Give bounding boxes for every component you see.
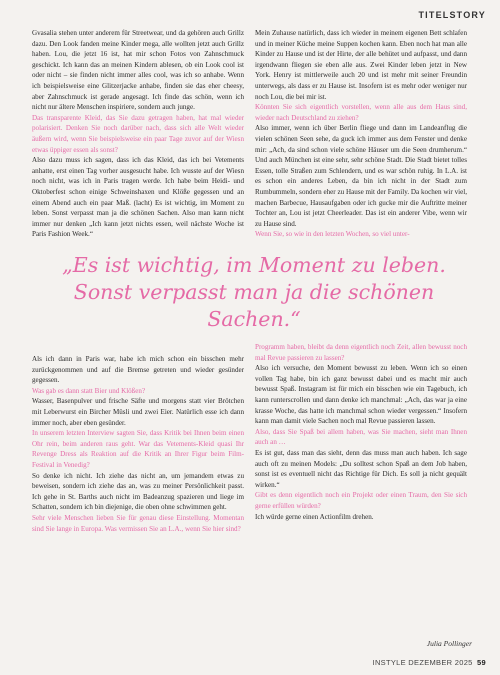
magazine-issue: INSTYLE DEZEMBER 2025 [372,658,473,667]
interview-question: Was gab es dann statt Bier und Klößen? [32,386,146,395]
page-footer [373,658,486,667]
interview-answer: Mein Zuhause natürlich, dass ich wieder in meinem eigenen Bett schlafen und in meiner Küche meine Suppen kochen kann. Eben noch hat man alle Kinder zu Hause und ist der Hirte, der alle behütet und aufpasst, und dann irgendwann fliegen sie eben alle aus. Zwei Kinder leben jetzt in New York. Henry ist mittlerweile auch 20 und ist mehr mit seiner Freundin unterwegs, als dass er zu Hause ist. Insofern ist es mehr oder weniger nur noch Lou, die bei mir ist. [255,29,467,101]
interview-question: Also, dass Sie Spaß bei allem haben, was Sie machen, sieht man Ihnen auch an … [255,427,467,447]
interview-question: Programm haben, bleibt da denn eigentlich noch Zeit, allen bewusst noch mal Revue passieren zu lassen? [255,343,467,362]
interview-answer: Ich würde gerne einen Actionfilm drehen. [255,512,374,521]
interview-answer: Wasser, Basenpulver und frische Säfte und morgens statt vier Brötchen mit Leberwurst ein Bircher Müsli und zwei Eier. Natürlich esse ich dann immer noch, aber eben gesünder. [32,397,244,427]
interview-question: Könnten Sie sich eigentlich vorstellen, wenn alle aus dem Haus sind, wieder nach Deutschland zu ziehen? [255,103,467,122]
interview-question: Das transparente Kleid, das Sie dazu getragen haben, hat mal wieder polarisiert. Denken Sie noch darüber nach, dass sich alle Welt wieder äußern wird, wenn Sie beispielsweise ein paar Tage zuvor auf der Wiesn etwas üppiger essen als sonst? [32,113,244,154]
interview-answer: Also ich versuche, den Moment bewusst zu leben. Wenn ich so einen vollen Tag habe, bin ich ganz bewusst dabei und es macht mir auch bewusst Spaß. Instagram ist für mich ein bisschen wie ein Tagebuch, ich kann runterscrollen und dann denke ich manchmal: „Ach, das war ja eine krasse Woche, das hatte ich manchmal schon wieder vergessen.“ Insofern kann man damit viele Sachen noch mal Revue passieren lassen. [255,364,467,426]
interview-question: Sehr viele Menschen lieben Sie für genau diese Einstellung. Momentan sind Sie lange in Europa. Was vermissen Sie an L.A., wenn Sie hier sind? [32,513,244,533]
section-label: TITELSTORY [418,10,486,20]
interview-answer: So denke ich nicht. Ich ziehe das nicht an, um jemandem etwas zu beweisen, sondern ich ziehe das an, was zu meiner Persönlichkeit passt. Ich gehe in St. Barths auch nicht im Badeanzug spazieren und liege im Schatten, sondern ich bin diejenige, die oben ohne schwimmen geht. [32,471,244,512]
author-signature: Julia Pollinger [426,639,472,648]
interview-answer: Es ist gut, dass man das sieht, denn das muss man auch haben. Ich sage auch oft zu meinen Models: „Du solltest schon Spaß an dem Job haben, sonst ist es eventuell nicht das Richtige für Dich. Es soll ja nicht gequält wirken.“ [255,448,467,489]
interview-answer: Also immer, wenn ich über Berlin fliege und dann im Landeanflug die vielen schönen Seen sehe, da guck ich immer aus dem Fenster und denke mir: „Ach, da sind schon viele schöne Häuser um die Seen drumherum.“ Und auch München ist eine sehr, sehr schöne Stadt. Die Stadt bietet tolles Essen, tolle Straßen zum Schlendern, und es war schön ruhig. In L.A. ist es schon ein anderes Leben, da bin ich nicht in der Stadt zum Rumbummeln, sondern eher zu Hause mit der Family. Da kochen wir viel, machen Barbecue, Hausaufgaben oder ich gucke mir die Auftritte meiner Tochter an, Lou ist jetzt Cheerleader. Das ist ein anderer Vibe, wenn wir zu Hause sind. [255,124,467,228]
interview-question: Gibt es denn eigentlich noch ein Projekt oder einen Traum, den Sie sich gerne erfüllen würden? [255,491,467,510]
page-number: 59 [477,658,486,667]
interview-question: In unserem letzten Interview sagten Sie, dass Kritik bei Ihnen beim einen Ohr rein, beim anderen raus geht. War das Vetements-Kleid quasi Ihr Revenge Dress als Reaktion auf die Kritik an Ihrer Figur beim Film-Festival in Venedig? [32,429,244,469]
interview-answer: Als ich dann in Paris war, habe ich mich schon ein bisschen mehr zurückgenommen und auf die Bremse getreten und wieder gesünder gegessen. [32,355,244,385]
interview-answer: Also dazu muss ich sagen, dass ich das Kleid, das ich bei Vetements anhatte, erst einen Tag vorher ausgesucht habe. Ich wusste auf der Wiesn noch nicht, was ich in Paris tragen werde. Ich habe beim Heidi- und Oktoberfest schon einige Schweinshaxen und Klöße gegessen und an einem Abend auch ein paar Maß. (lacht) Es ist wichtig, im Moment zu leben. Sonst verpasst man ja die schönen Sachen. Also man kann nicht immer nur denken „Ich kann jetzt nichts essen, weil nächste Woche ist Paris Fashion Week.“ [32,156,244,239]
interview-question: Wenn Sie, so wie in den letzten Wochen, so viel unter- [255,230,410,239]
article-column-3 [32,354,244,534]
interview-answer: Gvasalia stehen unter anderem für Streetwear, und da gehören auch Grillz dazu. Den Look fanden meine Kinder mega, alle wollten jetzt auch Grillz haben. Lou, die jetzt 16 ist, hat mir schon Fotos von Zahnschmuck geschickt. Ich kann das an meinen Kindern ablesen, ob ein Look cool ist oder nicht – sie finden nicht immer alles cool, was ich so anhabe. Wenn ich beispielsweise eine Glitzerjacke anhabe, finden sie das eher cheesy, aber Zahnschmuck ist gerade angesagt. Ich finde das schön, wenn ich nicht nur ältere Menschen inspiriere, sondern auch junge. [32,29,244,112]
article-column-4 [255,342,467,522]
pull-quote: „Es ist wichtig, im Moment zu leben. Sonst verpasst man ja die schönen Sachen.“ [62,253,446,331]
article-column-1 [32,28,244,240]
article-column-2 [255,28,467,240]
